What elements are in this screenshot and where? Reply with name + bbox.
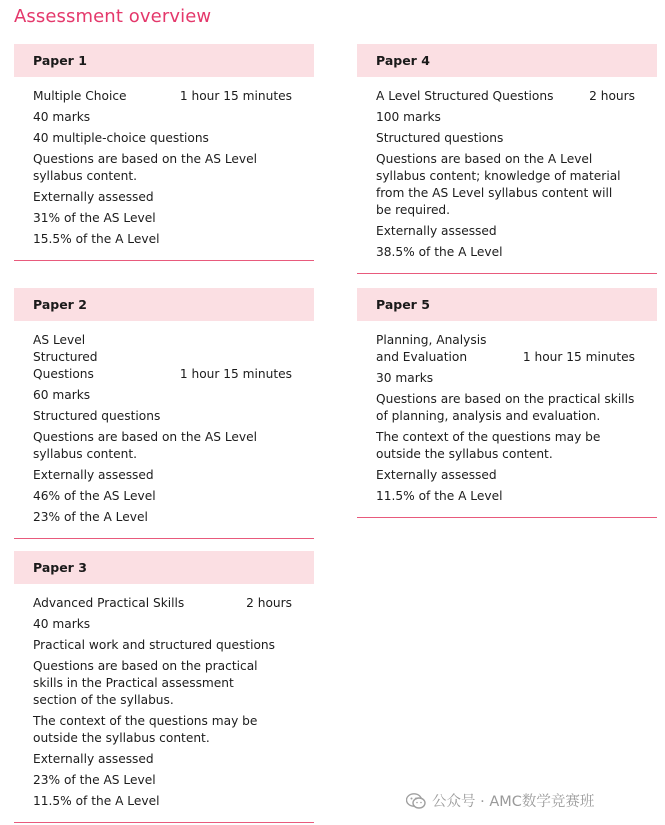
paper-detail: 100 marks <box>376 110 441 124</box>
paper-detail: The context of the questions may be outside the syllabus content. <box>376 430 601 461</box>
paper-detail: 11.5% of the A Level <box>33 794 160 808</box>
paper-detail: 11.5% of the A Level <box>376 489 503 503</box>
paper-duration: 1 hour 15 minutes <box>179 89 292 103</box>
paper-detail: Structured questions <box>376 131 504 145</box>
paper-detail: Practical work and structured questions <box>33 638 275 652</box>
paper-detail: 15.5% of the A Level <box>33 232 160 246</box>
paper-4-card <box>357 44 657 274</box>
paper-3-card <box>14 551 314 823</box>
paper-name: Planning, Analysis and Evaluation <box>376 333 487 364</box>
paper-detail: Questions are based on the practical skills of planning, analysis and evaluation. <box>376 392 635 423</box>
paper-detail: Questions are based on the AS Level syllabus content. <box>33 152 258 183</box>
paper-detail: 31% of the AS Level <box>33 211 156 225</box>
paper-detail: 38.5% of the A Level <box>376 245 503 259</box>
watermark <box>406 790 594 811</box>
paper-detail: Externally assessed <box>33 752 154 766</box>
paper-name: A Level Structured Questions <box>376 89 554 103</box>
paper-detail: Questions are based on the A Level syllabus content; knowledge of material from the AS Level syllabus content will be required. <box>376 152 621 217</box>
paper-detail: 30 marks <box>376 371 434 385</box>
paper-heading: Paper 5 <box>357 288 657 321</box>
wechat-icon <box>406 793 426 809</box>
paper-detail: 46% of the AS Level <box>33 489 156 503</box>
paper-detail: Externally assessed <box>33 190 154 204</box>
paper-heading: Paper 2 <box>14 288 314 321</box>
paper-2-card <box>14 288 314 539</box>
paper-detail: Questions are based on the AS Level syllabus content. <box>33 430 258 461</box>
paper-detail: 23% of the A Level <box>33 510 148 524</box>
paper-duration: 1 hour 15 minutes <box>179 367 292 381</box>
paper-detail: 40 marks <box>33 617 91 631</box>
paper-detail: 40 marks <box>33 110 91 124</box>
paper-detail: Externally assessed <box>376 224 497 238</box>
paper-detail: 60 marks <box>33 388 91 402</box>
paper-heading: Paper 3 <box>14 551 314 584</box>
paper-5-card <box>357 288 657 518</box>
paper-detail: The context of the questions may be outside the syllabus content. <box>33 714 258 745</box>
paper-detail: Structured questions <box>33 409 161 423</box>
paper-heading: Paper 4 <box>357 44 657 77</box>
paper-duration: 1 hour 15 minutes <box>522 350 635 364</box>
paper-name: Advanced Practical Skills <box>33 596 185 610</box>
page-title: Assessment overview <box>14 6 212 27</box>
paper-name: AS Level Structured Questions <box>33 333 98 381</box>
paper-heading: Paper 1 <box>14 44 314 77</box>
paper-detail: Externally assessed <box>376 468 497 482</box>
paper-name: Multiple Choice <box>33 89 127 103</box>
paper-detail: 40 multiple-choice questions <box>33 131 209 145</box>
paper-detail: 23% of the AS Level <box>33 773 156 787</box>
watermark-text: 公众号 · AMC数学竞赛班 <box>432 794 595 810</box>
paper-duration: 2 hours <box>246 596 292 610</box>
paper-detail: Questions are based on the practical skills in the Practical assessment section of the syllabus. <box>33 659 258 707</box>
paper-1-card <box>14 44 314 261</box>
paper-duration: 2 hours <box>589 89 635 103</box>
paper-detail: Externally assessed <box>33 468 154 482</box>
